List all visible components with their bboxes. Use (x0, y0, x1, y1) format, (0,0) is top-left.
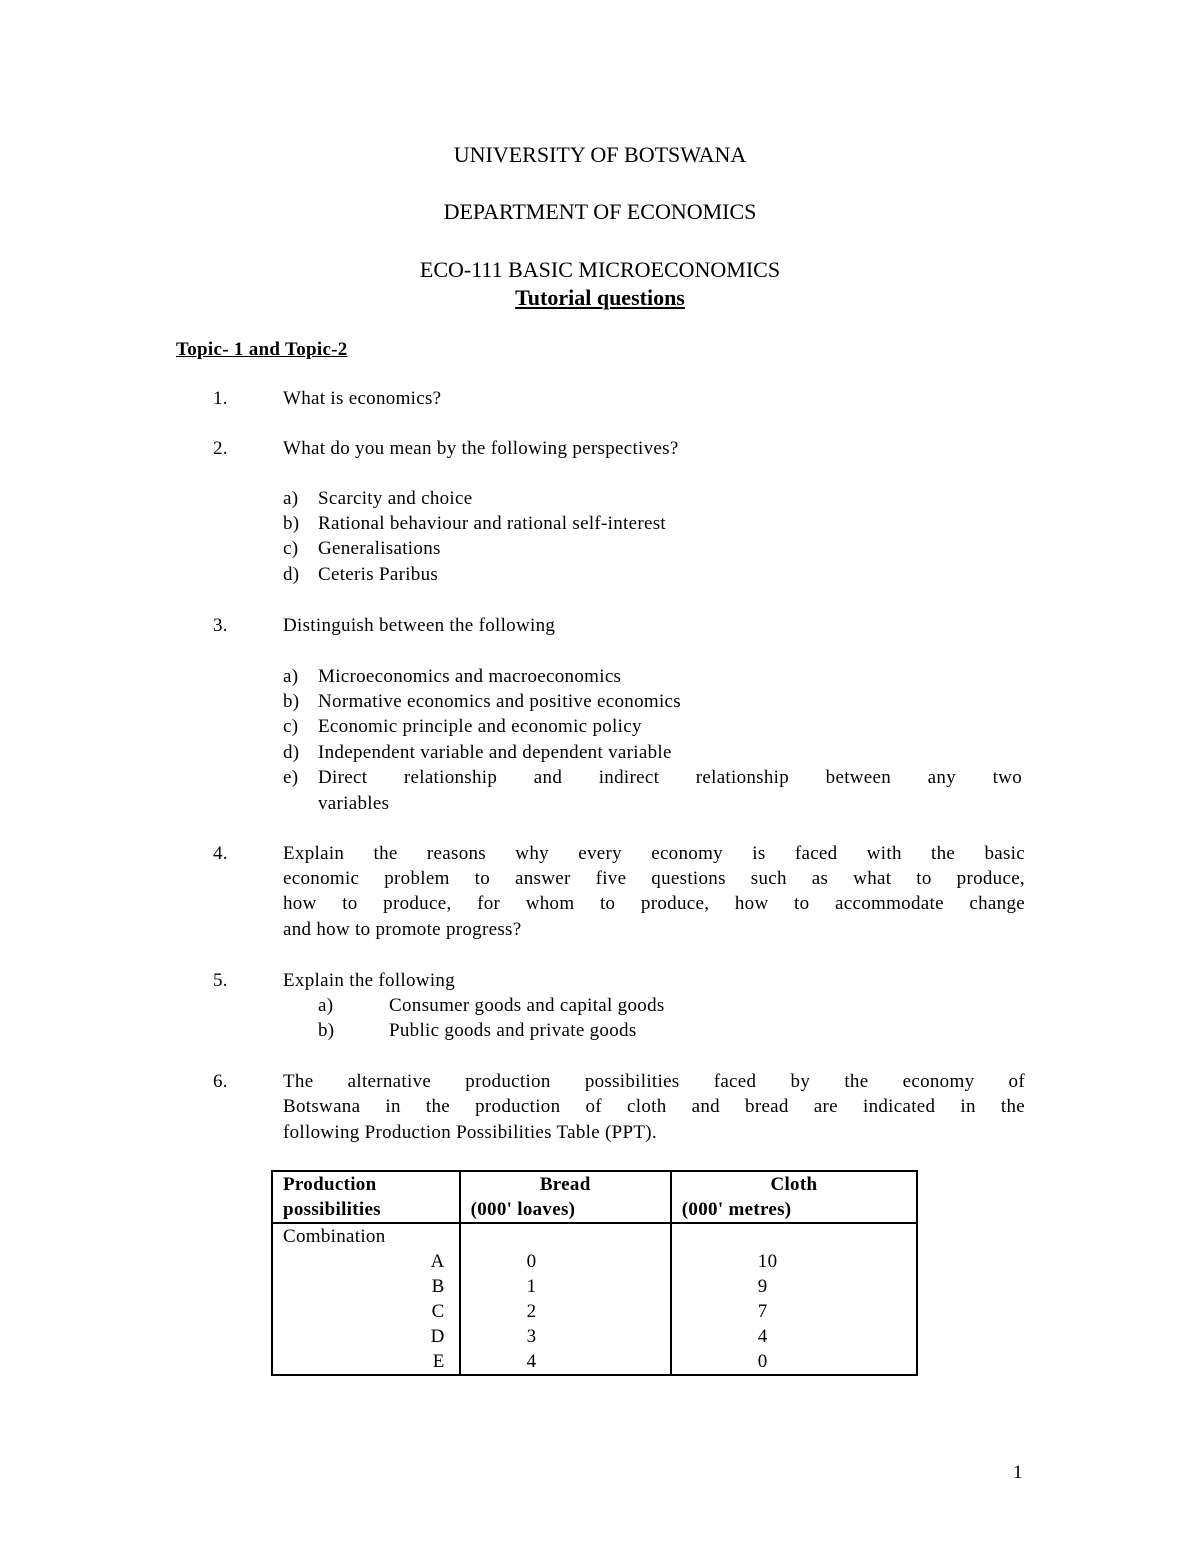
list-item-letter: d) (283, 742, 300, 763)
table-row (272, 1274, 917, 1299)
combination-cell: D (272, 1324, 460, 1349)
list-item-text: Economic principle and economic policy (318, 716, 642, 737)
question-text-line: Botswana in the production of cloth and bread are indicated in the (283, 1096, 1025, 1117)
topic-heading: Topic- 1 and Topic-2 (176, 339, 348, 360)
question-text: Distinguish between the following (283, 615, 556, 636)
list-item-text: Generalisations (318, 538, 441, 559)
bread-cell: 1 (460, 1274, 671, 1299)
question-text-line: how to produce, for whom to produce, how to accommodate change (283, 893, 1025, 914)
header-line: possibilities (283, 1199, 381, 1220)
header-line: Cloth (770, 1174, 818, 1195)
table-row (272, 1299, 917, 1324)
bread-cell: 0 (460, 1249, 671, 1274)
bread-cell: 4 (460, 1349, 671, 1375)
department-title: DEPARTMENT OF ECONOMICS (443, 199, 757, 224)
cloth-cell: 9 (671, 1274, 917, 1299)
production-possibilities-table (271, 1170, 918, 1376)
list-item-letter: a) (318, 995, 334, 1016)
bread-cell: 3 (460, 1324, 671, 1349)
list-item-letter: c) (283, 716, 299, 737)
question-text-line: and how to promote progress? (283, 919, 522, 940)
list-item-letter: a) (283, 666, 299, 687)
cloth-cell: 4 (671, 1324, 917, 1349)
question-text-line: The alternative production possibilities faced by the economy of (283, 1071, 1025, 1092)
list-item-text: Direct relationship and indirect relationship between any two (318, 767, 1022, 788)
question-text-line: economic problem to answer five questions such as what to produce, (283, 868, 1025, 889)
table-header-cell (671, 1171, 917, 1223)
question-text: Explain the following (283, 970, 455, 991)
list-item-text-continued: variables (318, 793, 390, 814)
list-item-letter: b) (318, 1020, 335, 1041)
question-number: 5. (213, 970, 228, 991)
list-item-letter: a) (283, 488, 299, 509)
list-item-text: Normative economics and positive economics (318, 691, 681, 712)
document-subtitle: Tutorial questions (515, 285, 685, 310)
header-line: (000' loaves) (470, 1199, 576, 1220)
list-item-letter: e) (283, 767, 299, 788)
header-line: Bread (539, 1174, 591, 1195)
question-number: 1. (213, 388, 228, 409)
question-text-line: following Production Possibilities Table (PPT). (283, 1122, 657, 1143)
list-item-letter: b) (283, 691, 300, 712)
cloth-cell: 7 (671, 1299, 917, 1324)
bread-cell: 2 (460, 1299, 671, 1324)
table-row (272, 1223, 917, 1249)
list-item-letter: c) (283, 538, 299, 559)
page-number: 1 (1013, 1462, 1023, 1483)
table-row (272, 1349, 917, 1375)
question-text: What do you mean by the following perspectives? (283, 438, 679, 459)
question-number: 3. (213, 615, 228, 636)
table-header-row (272, 1171, 917, 1223)
list-item-text: Public goods and private goods (389, 1020, 637, 1041)
university-title: UNIVERSITY OF BOTSWANA (453, 142, 747, 167)
list-item-text: Rational behaviour and rational self-interest (318, 513, 666, 534)
question-text-line: Explain the reasons why every economy is faced with the basic (283, 843, 1025, 864)
combination-cell: C (272, 1299, 460, 1324)
row-label: Combination (272, 1223, 460, 1249)
header-line: Production (283, 1174, 377, 1195)
table-cell (671, 1223, 917, 1249)
table-row (272, 1324, 917, 1349)
list-item-letter: b) (283, 513, 300, 534)
list-item-text: Ceteris Paribus (318, 564, 439, 585)
cloth-cell: 0 (671, 1349, 917, 1375)
list-item-text: Scarcity and choice (318, 488, 473, 509)
combination-cell: B (272, 1274, 460, 1299)
cloth-cell: 10 (671, 1249, 917, 1274)
combination-cell: E (272, 1349, 460, 1375)
header-line: (000' metres) (681, 1199, 792, 1220)
list-item-letter: d) (283, 564, 300, 585)
course-title: ECO-111 BASIC MICROECONOMICS (419, 257, 781, 282)
question-text: What is economics? (283, 388, 442, 409)
table-cell (460, 1223, 671, 1249)
table-header-cell (460, 1171, 671, 1223)
list-item-text: Consumer goods and capital goods (389, 995, 665, 1016)
question-number: 4. (213, 843, 228, 864)
list-item-text: Microeconomics and macroeconomics (318, 666, 622, 687)
combination-cell: A (272, 1249, 460, 1274)
question-number: 2. (213, 438, 228, 459)
table-header-cell (272, 1171, 460, 1223)
list-item-text: Independent variable and dependent variable (318, 742, 672, 763)
table-row (272, 1249, 917, 1274)
question-number: 6. (213, 1071, 228, 1092)
